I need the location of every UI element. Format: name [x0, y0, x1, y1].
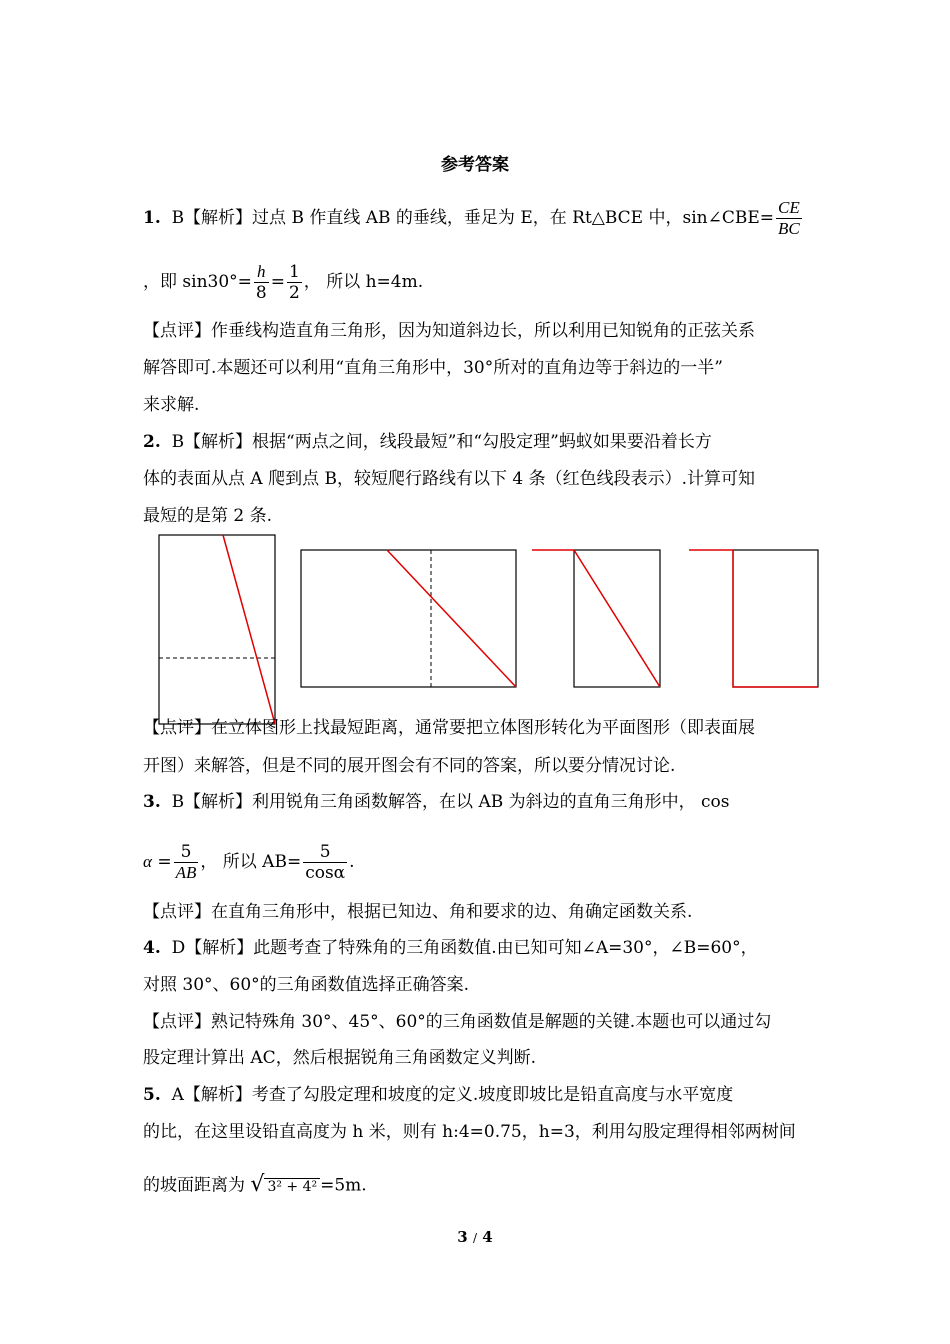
radical-sign-icon: √	[250, 1172, 265, 1197]
page-title: 参考答案	[441, 155, 509, 175]
q1-comment-2: 解答即可.本题还可以利用“直角三角形中，30°所对的直角边等于斜边的一半”	[143, 358, 723, 378]
q3-text-1: B【解析】利用锐角三角函数解答，在以 AB 为斜边的直角三角形中， cos	[171, 792, 730, 812]
q3-text-2: ， 所以 AB=	[200, 852, 302, 872]
q3-line2	[143, 842, 355, 883]
q3-line1	[143, 792, 730, 812]
q1-number: 1.	[143, 208, 161, 228]
net-figure-3	[532, 550, 660, 687]
q1-frac3-num: 1	[288, 262, 300, 282]
q3-frac1-den: AB	[175, 863, 197, 882]
q1-text-1: B【解析】过点 B 作直线 AB 的垂线，垂足为 E，在 Rt△BCE 中，sin∠CBE=	[171, 208, 774, 228]
net-figure-4	[689, 550, 818, 687]
q1-comment-1: 【点评】作垂线构造直角三角形，因为知道斜边长，所以利用已知锐角的正弦关系	[143, 321, 755, 341]
sqrt-radicand: 3² + 4²	[264, 1178, 320, 1195]
q3-fraction-5-cos	[303, 842, 347, 883]
page-separator: /	[472, 1231, 478, 1245]
q5-line2: 的比，在这里设铅直高度为 h 米，则有 h:4=0.75，h=3，利用勾股定理得相邻两树间	[143, 1122, 796, 1142]
q3-frac1-num: 5	[174, 842, 199, 863]
shortest-path-red-line	[689, 550, 818, 687]
q3-fraction-5-ab	[174, 842, 199, 883]
q4-text-1: D【解析】此题考查了特殊角的三角函数值.由已知可知∠A=30°，∠B=60°，	[171, 938, 758, 958]
q2-line3: 最短的是第 2 条.	[143, 506, 273, 526]
q3-period: .	[349, 852, 355, 872]
q4-comment-2: 股定理计算出 AC，然后根据锐角三角函数定义判断.	[143, 1048, 537, 1068]
q4-line2: 对照 30°、60°的三角函数值选择正确答案.	[143, 975, 470, 995]
q1-text-3: ， 所以 h=4m.	[303, 272, 424, 292]
q5-text-3: 的坡面距离为	[143, 1175, 245, 1196]
q2-text-1: B【解析】根据“两点之间，线段最短”和“勾股定理”蚂蚁如果要沿着长方	[171, 432, 712, 452]
q3-frac2-den: cosα	[305, 863, 346, 883]
q3-alpha: α	[143, 852, 152, 871]
q1-comment-3: 来求解.	[143, 395, 200, 415]
q1-text-2: ，即 sin30°=	[143, 272, 252, 292]
q1-equals: =	[270, 272, 285, 292]
q4-number: 4.	[143, 938, 161, 958]
q2-comment-2: 开图）来解答，但是不同的展开图会有不同的答案，所以要分情况讨论.	[143, 756, 676, 776]
net-figure-1	[159, 535, 275, 724]
q5-text-1: A【解析】考查了勾股定理和坡度的定义.坡度即坡比是铅直高度与水平宽度	[171, 1085, 734, 1105]
q3-number: 3.	[143, 792, 161, 812]
q2-line2: 体的表面从点 A 爬到点 B，较短爬行路线有以下 4 条（红色线段表示）.计算可知	[143, 469, 756, 489]
current-page: 3	[457, 1228, 468, 1246]
q5-result: =5m.	[320, 1175, 367, 1196]
q3-frac2-num: 5	[303, 842, 347, 863]
shortest-path-red-line	[223, 535, 275, 724]
q5-line1	[143, 1085, 733, 1105]
q3-comment: 【点评】在直角三角形中，根据已知边、角和要求的边、角确定函数关系.	[143, 902, 693, 922]
q1-frac3-den: 2	[288, 283, 300, 303]
q2-number: 2.	[143, 432, 161, 452]
q5-number: 5.	[143, 1085, 161, 1105]
q4-line1	[143, 938, 758, 958]
sqrt-expression	[250, 1172, 320, 1197]
net-figure-2	[301, 550, 516, 687]
q5-line3	[143, 1172, 367, 1197]
q3-equals: =	[157, 852, 172, 872]
q4-comment-1: 【点评】熟记特殊角 30°、45°、60°的三角函数值是解题的关键.本题也可以通过勾	[143, 1012, 772, 1032]
page-number	[0, 1228, 950, 1246]
shortest-path-red-line	[574, 550, 660, 687]
q2-comment-1: 【点评】在立体图形上找最短距离，通常要把立体图形转化为平面图形（即表面展	[143, 718, 755, 738]
q1-frac2-num: h	[254, 262, 269, 283]
q1-frac2-den: 8	[255, 283, 267, 303]
q1-frac1-den: BC	[778, 219, 800, 238]
total-pages: 4	[482, 1228, 493, 1246]
q1-frac1-num: CE	[778, 198, 800, 217]
shortest-path-red-line	[387, 550, 516, 687]
